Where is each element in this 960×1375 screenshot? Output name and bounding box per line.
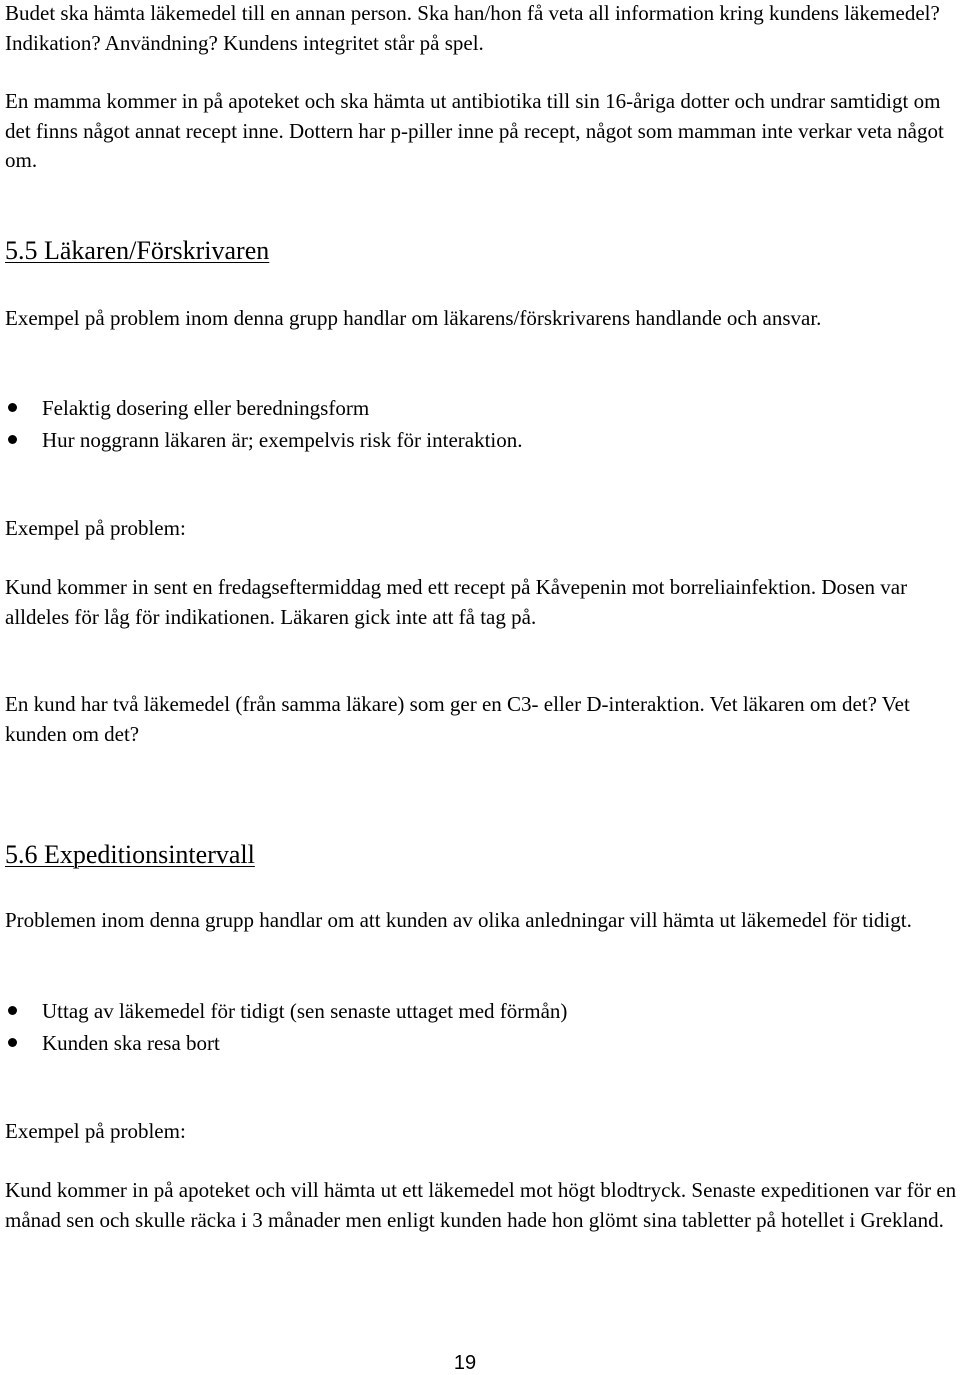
list-item-text: Kunden ska resa bort [42,1031,220,1055]
section-5-5-bullet-list [0,392,523,456]
list-item-text: Felaktig dosering eller beredningsform [42,396,370,420]
section-5-6-example-label: Exempel på problem: [5,1119,186,1143]
section-5-5-example-1: Kund kommer in sent en fredagseftermiddag med ett recept på Kåvepenin mot borreliainfektion. Dosen var alldeles för låg för indikationen. Läkaren gick inte att få tag på. [5,575,908,629]
section-5-5-example-2: En kund har två läkemedel (från samma läkare) som ger en C3- eller D-interaktion. Vet läkaren om det? Vet kunden om det? [5,692,910,746]
page-number: 19 [453,1352,477,1374]
section-heading-5-6: 5.6 Expeditionsintervall [5,840,255,869]
list-item [0,392,523,424]
section-5-5-description: Exempel på problem inom denna grupp handlar om läkarens/förskrivarens handlande och ansvar. [5,306,822,330]
bullet-icon [8,1006,17,1015]
section-5-6-example-1: Kund kommer in på apoteket och vill hämta ut ett läkemedel mot högt blodtryck. Senaste expeditionen var för en månad sen och skulle räcka i 3 månader men enligt kunden hade hon glömt sina tabletter på hotellet i Grekland. [5,1178,957,1232]
bullet-icon [8,1038,17,1047]
bullet-icon [8,435,17,444]
section-5-5-example-label: Exempel på problem: [5,516,186,540]
section-heading-5-5: 5.5 Läkaren/Förskrivaren [5,236,270,265]
list-item-text: Uttag av läkemedel för tidigt (sen senaste uttaget med förmån) [42,999,568,1023]
list-item [0,1027,567,1059]
intro-paragraph-1: Budet ska hämta läkemedel till en annan person. Ska han/hon få veta all information kring kundens läkemedel? Indikation? Användning? Kundens integritet står på spel. [5,1,940,55]
list-item [0,995,567,1027]
list-item [0,424,523,456]
bullet-icon [8,403,17,412]
section-5-6-description: Problemen inom denna grupp handlar om att kunden av olika anledningar vill hämta ut läkemedel för tidigt. [5,908,912,932]
intro-paragraph-2: En mamma kommer in på apoteket och ska hämta ut antibiotika till sin 16-åriga dotter och undrar samtidigt om det finns något annat recept inne. Dottern har p-piller inne på recept, något som mamman inte verkar veta något om. [5,89,944,172]
list-item-text: Hur noggrann läkaren är; exempelvis risk för interaktion. [42,428,523,452]
section-5-6-bullet-list [0,995,567,1059]
